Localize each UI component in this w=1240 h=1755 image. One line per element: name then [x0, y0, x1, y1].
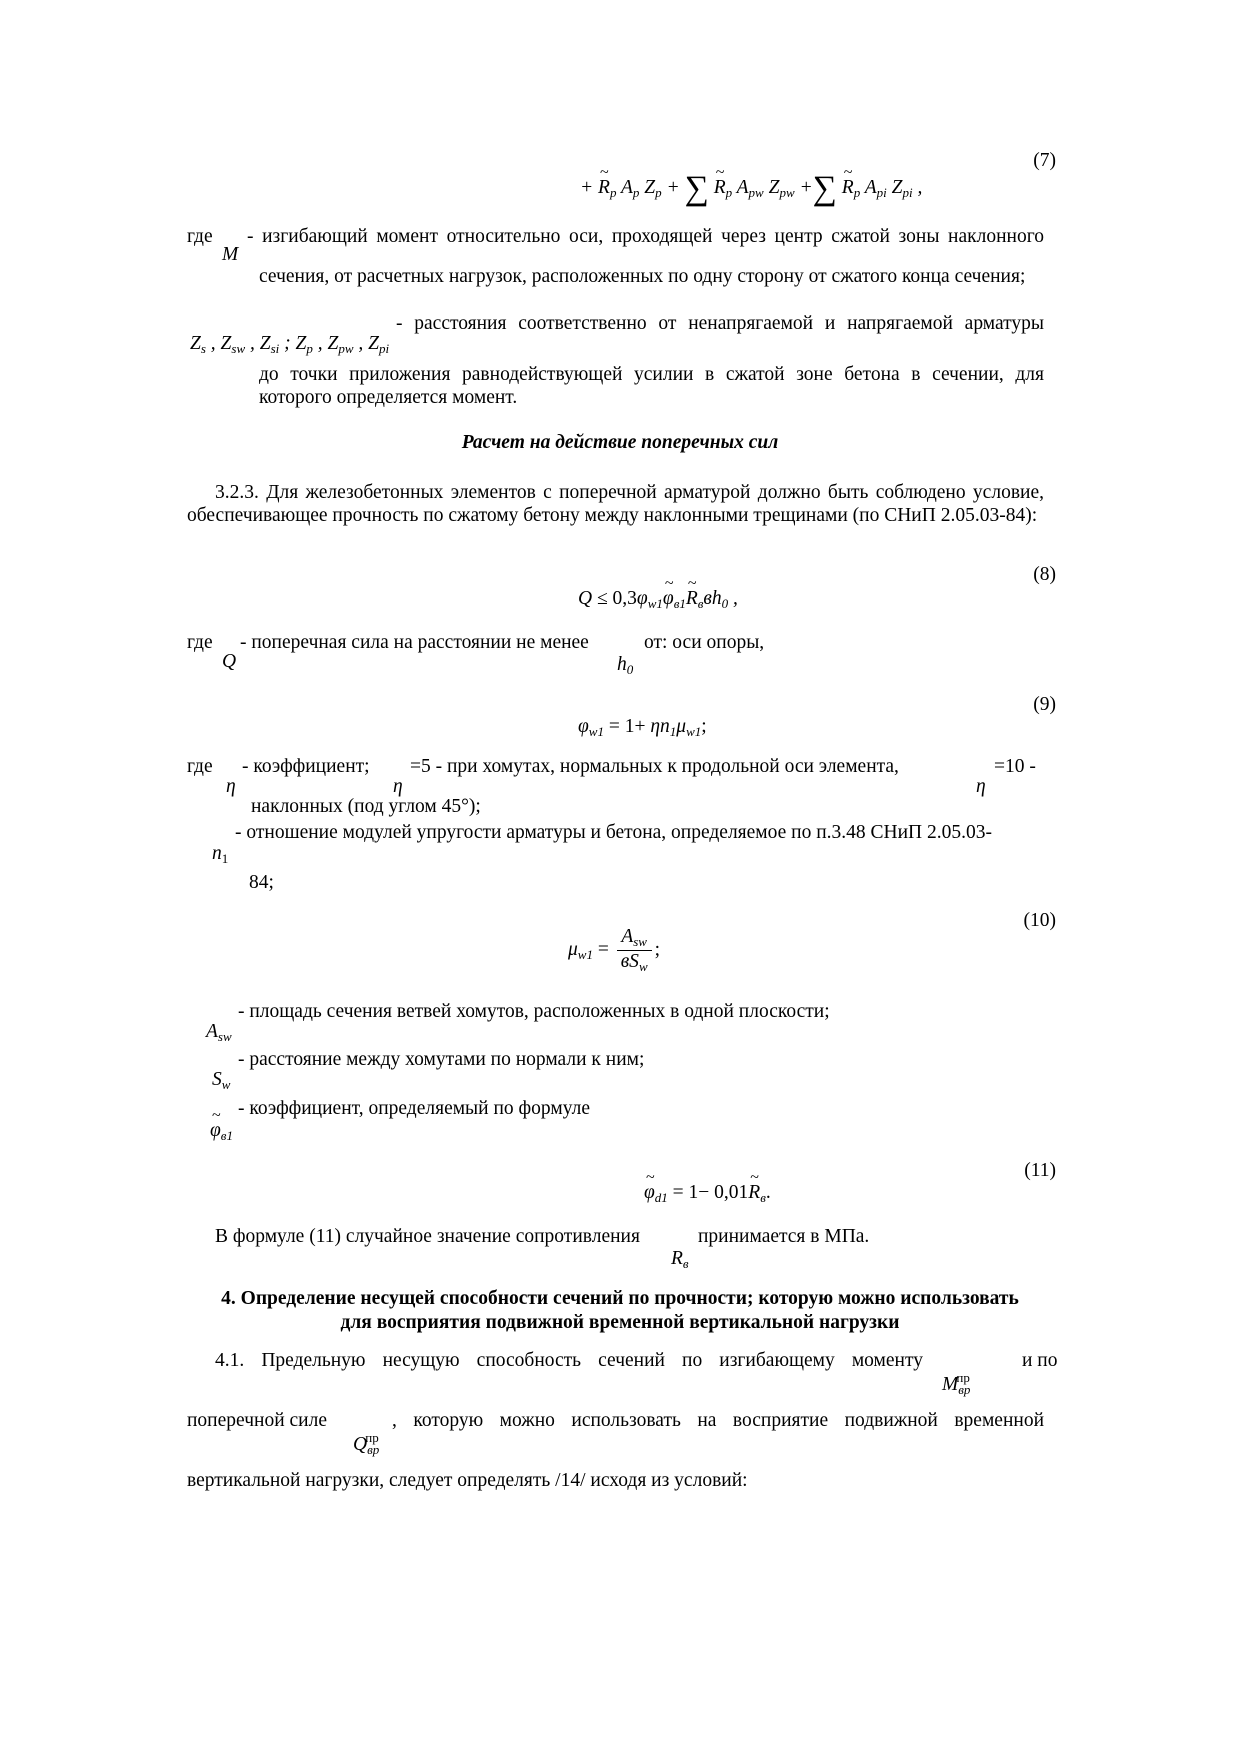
symbol-Rv: $R_в$ [671, 1248, 689, 1271]
def-Q-text2: от: оси опоры, [644, 632, 765, 653]
def-eta-text3: =10 - [994, 756, 1036, 777]
def-M-line1: - изгибающий момент относительно оси, проходящей через центр сжатой зоны наклонного [247, 226, 1044, 247]
symbol-M: M [222, 244, 239, 265]
symbol-Sw: $S_w$ [212, 1069, 231, 1092]
equation-number-9: (9) [1033, 694, 1056, 715]
equation-number-10: (10) [1023, 910, 1056, 931]
equation-number-11: (11) [1024, 1160, 1056, 1181]
def-phi: - коэффициент, определяемый по формуле [238, 1098, 590, 1119]
para-41-text2: и по [1022, 1350, 1058, 1371]
def-n1-text2: 84; [249, 872, 274, 893]
para-R-text2: принимается в МПа. [698, 1226, 870, 1247]
def-M-line2: сечения, от расчетных нагрузок, расположенных по одну сторону от сжатого конца сечения; [259, 266, 1026, 287]
where-label-eta: где [187, 756, 213, 777]
para-R-text1: В формуле (11) случайное значение сопротивления [215, 1226, 640, 1247]
where-label: где [187, 226, 213, 247]
symbol-eta-2: η [393, 776, 403, 797]
heading-4-line1: 4. Определение несущей способности сечений по прочности; которую можно использовать [221, 1288, 1019, 1309]
symbol-Q-vr: $Q_{вр}^{пр}$ [353, 1430, 380, 1457]
def-eta-text1: - коэффициент; [242, 756, 370, 777]
def-Q-text: - поперечная сила на расстоянии не менее [240, 632, 589, 653]
symbol-Z-list: $Z_s$ , $Z_{sw}$ , $Z_{si}$ ; $Z_p$ , $Z_{pw}$ , $Z_{pi}$ [190, 333, 390, 356]
equation-8: $Q \le 0,3\varphi_{w1}\sim$ $\varphi_{в1}\sim$ $R_ввh_0$ , [578, 588, 738, 612]
equation-number-8: (8) [1033, 564, 1056, 585]
section-title: Расчет на действие поперечных сил [461, 432, 779, 453]
def-Z-line1: - расстояния соответственно от ненапрягаемой и напрягаемой арматуры [396, 313, 1044, 334]
symbol-eta-3: η [976, 776, 986, 797]
def-Z-line2: до точки приложения равнодействующей усилии в сжатой зоне бетона в сечении, для которого определяется момент. [259, 364, 1044, 408]
para-41-text1: 4.1. Предельную несущую способность сечений по изгибающему моменту [215, 1350, 923, 1371]
equation-11: ~ $\varphi_{d1} = 1-$ 0,01~ $R_в$. [644, 1182, 771, 1206]
def-eta-text4: наклонных (под углом 45°); [251, 796, 481, 817]
equation-10: $\mu_{w1}$ = $\frac{A_{sw}}{вS_w}$ ; [568, 926, 661, 974]
symbol-eta-1: η [226, 776, 236, 797]
equation-9: $\varphi_{w1} = 1+ \eta n_1\mu_{w1}$; [578, 716, 707, 739]
equation-number-7: (7) [1033, 150, 1056, 171]
para-41-text5: вертикальной нагрузки, следует определять /14/ исходя из условий: [187, 1470, 748, 1491]
paragraph-3-2-3: 3.2.3. Для железобетонных элементов с поперечной арматурой должно быть соблюдено условие, обеспечивающее прочность по сжатому бетону между наклонными трещинами (по СНиП 2.05.03-84): [187, 482, 1044, 526]
symbol-phi-v1: ~ $\varphi_{в1}$ [210, 1120, 233, 1144]
def-eta-text2: =5 - при хомутах, нормальных к продольной оси элемента, [410, 756, 899, 777]
symbol-M-vr: $M_{вр}^{пр}$ [942, 1370, 971, 1397]
heading-4-line2: для восприятия подвижной временной вертикальной нагрузки [340, 1312, 900, 1333]
def-n1-text: - отношение модулей упругости арматуры и бетона, определяемое по п.3.48 СНиП 2.05.03- [235, 822, 993, 843]
para-41-text3: поперечной силе [187, 1410, 327, 1431]
where-label-q: где [187, 632, 213, 653]
equation-7: + ~ $R_p$ $A_p$ $Z_p$ + ∑ ~ $R_p$ $A_{pw}$ $Z_{pw}$ +∑ ~ $R_p$ $A_{pi}$ $Z_{pi}$ , [580, 170, 922, 208]
symbol-Asw: $A_{sw}$ [206, 1021, 232, 1044]
para-41-text4: , которую можно использовать на восприятие подвижной временной [392, 1410, 1044, 1431]
symbol-Q: Q [222, 651, 237, 672]
def-Asw: - площадь сечения ветвей хомутов, расположенных в одной плоскости; [238, 1001, 830, 1022]
symbol-n1: $n_1$ [212, 843, 229, 866]
def-Sw: - расстояние между хомутами по нормали к ним; [238, 1049, 645, 1070]
symbol-h0: $h_0$ [617, 654, 634, 677]
